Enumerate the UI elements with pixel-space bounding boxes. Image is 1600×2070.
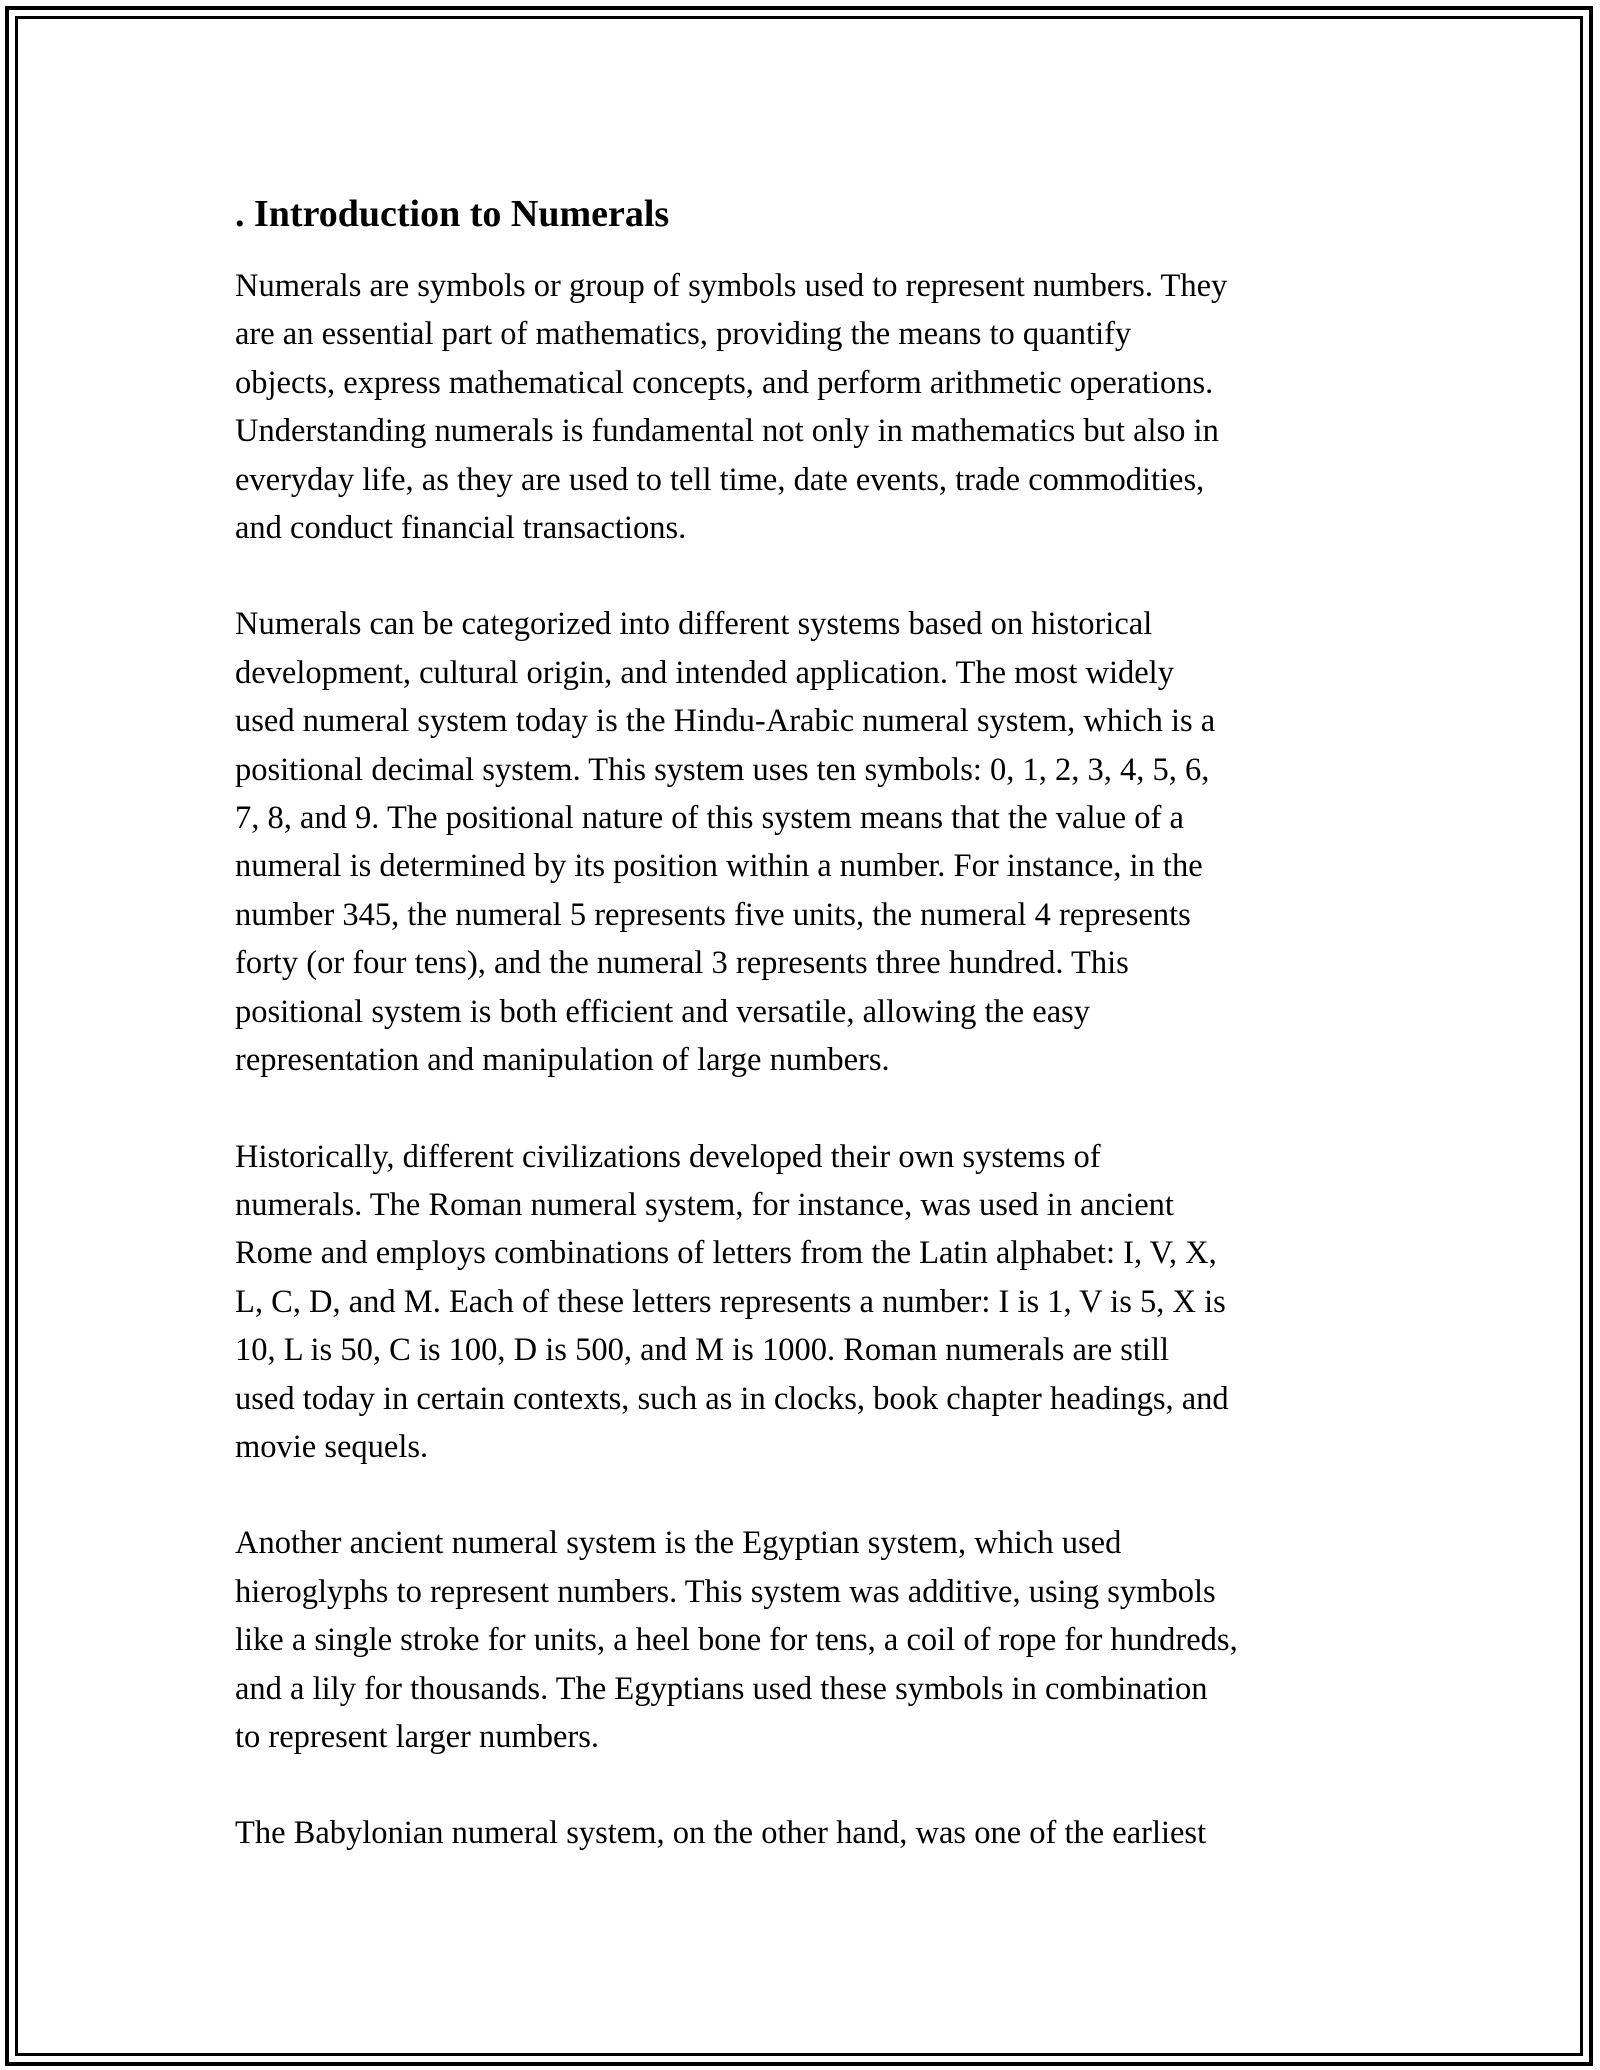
text-line: Another ancient numeral system is the Egyptian system, which used	[235, 1525, 1122, 1562]
text-line: positional decimal system. This system uses ten symbols: 0, 1, 2, 3, 4, 5, 6,	[235, 751, 1210, 788]
text-line: representation and manipulation of large numbers.	[235, 1042, 890, 1079]
text-line: and a lily for thousands. The Egyptians used these symbols in combination	[235, 1670, 1208, 1707]
text-line: everyday life, as they are used to tell time, date events, trade commodities,	[235, 461, 1205, 498]
paragraph-egyptian	[235, 1519, 1380, 1761]
text-line: are an essential part of mathematics, providing the means to quantify	[235, 316, 1132, 353]
text-line: positional system is both efficient and versatile, allowing the easy	[235, 993, 1091, 1030]
text-line: and conduct financial transactions.	[235, 510, 687, 547]
paragraph-babylonian	[235, 1809, 1380, 1857]
text-line: Numerals can be categorized into different systems based on historical	[235, 606, 1153, 643]
text-line: forty (or four tens), and the numeral 3 represents three hundred. This	[235, 945, 1129, 982]
text-line: numerals. The Roman numeral system, for instance, was used in ancient	[235, 1186, 1174, 1223]
text-line: The Babylonian numeral system, on the other hand, was one of the earliest	[235, 1815, 1207, 1852]
text-line: 10, L is 50, C is 100, D is 500, and M is 1000. Roman numerals are still	[235, 1332, 1170, 1369]
text-line: hieroglyphs to represent numbers. This system was additive, using symbols	[235, 1573, 1216, 1610]
text-line: Numerals are symbols or group of symbols used to represent numbers. They	[235, 268, 1228, 304]
text-line: Historically, different civilizations developed their own systems of	[235, 1138, 1101, 1175]
paragraph-hindu-arabic	[235, 600, 1380, 1084]
text-line: L, C, D, and M. Each of these letters represents a number: I is 1, V is 5, X is	[235, 1283, 1226, 1320]
text-line: used today in certain contexts, such as in clocks, book chapter headings, and	[235, 1380, 1229, 1417]
paragraph-roman	[235, 1133, 1380, 1472]
text-line: used numeral system today is the Hindu-Arabic numeral system, which is a	[235, 703, 1216, 740]
section-heading: . Introduction to Numerals	[235, 193, 670, 235]
paragraph-intro	[235, 262, 1380, 552]
text-line: Understanding numerals is fundamental not only in mathematics but also in	[235, 413, 1219, 450]
text-line: movie sequels.	[235, 1428, 429, 1465]
text-line: to represent larger numbers.	[235, 1718, 599, 1755]
text-line: numeral is determined by its position within a number. For instance, in the	[235, 848, 1203, 885]
text-line: development, cultural origin, and intended application. The most widely	[235, 654, 1174, 691]
text-line: Rome and employs combinations of letters from the Latin alphabet: I, V, X,	[235, 1235, 1217, 1272]
text-line: number 345, the numeral 5 represents five units, the numeral 4 represents	[235, 896, 1191, 933]
text-line: 7, 8, and 9. The positional nature of this system means that the value of a	[235, 800, 1184, 837]
text-line: objects, express mathematical concepts, and perform arithmetic operations.	[235, 364, 1214, 401]
text-line: like a single stroke for units, a heel bone for tens, a coil of rope for hundreds,	[235, 1622, 1238, 1659]
document-body	[235, 186, 1380, 1906]
